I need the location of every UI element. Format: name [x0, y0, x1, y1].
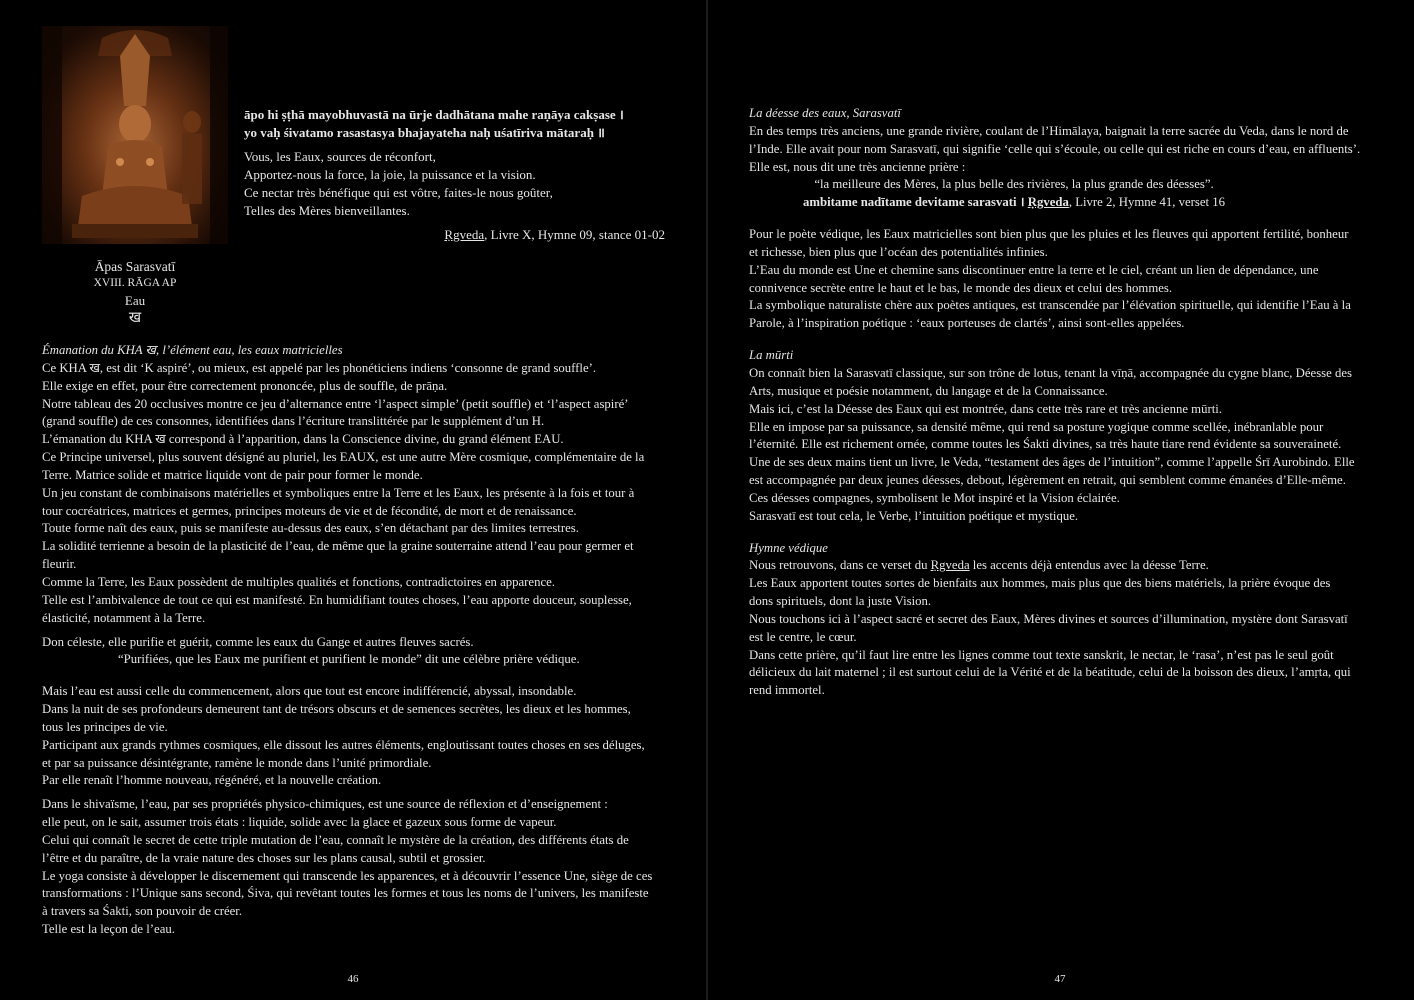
text-line: rend immortel. [749, 683, 825, 698]
citation-ref: Ṛgveda [1027, 195, 1069, 210]
text-line: Ce Principe universel, plus souvent désigné au pluriel, les EAUX, est une autre Mère cosmique, complémentaire de la [42, 450, 645, 465]
text-line: est le centre, le cœur. [749, 629, 857, 644]
text-line: transformations : l’Unique sans second, Śiva, qui revêtant toutes les formes et tous les noms de l’univers, les manifeste [42, 886, 649, 901]
text-line: et richesse, bien plus que l’océan des potentialités infinies. [749, 244, 1048, 259]
text-line: à travers sa Śakti, son pouvoir de créer. [42, 904, 243, 919]
sanskrit-line: āpo hi ṣṭhā mayobhuvastā na ūrje dadhātana mahe raṇāya cakṣase । [244, 107, 624, 122]
text-line: Dans cette prière, qu’il faut lire entre les lignes comme tout texte sanskrit, le nectar, le ‘rasa’, n’est pas le seul goût [749, 647, 1334, 662]
text-line: tous les principes de vie. [42, 719, 168, 734]
text-line: Dans le shivaïsme, l’eau, par ses propriétés physico-chimiques, est une source de réflexion et d’enseignement : [42, 797, 608, 812]
section-heading: Hymne védique [749, 540, 828, 555]
citation-ref: Ṛgveda [930, 558, 970, 573]
text-line: Notre tableau des 20 occlusives montre ce jeu d’alternance entre ‘l’aspect simple’ (petit souffle) et ‘l’aspect aspiré’ [42, 396, 629, 411]
text-line: dons spirituels, dont la juste Vision. [749, 594, 932, 609]
text-line: l’éternité. Elle est richement ornée, comme toutes les Śakti divines, sa très haute tiare rend évidente sa souveraineté. [749, 437, 1342, 452]
caption-raga: XVIII. RĀGA AP [93, 277, 177, 289]
text-line: Les Eaux apportent toutes sortes de bienfaits aux hommes, mais plus que des biens matériels, la prière évoque des [749, 576, 1331, 591]
sculpture-illustration [42, 26, 228, 244]
text-line: L’émanation du KHA ख correspond à l’apparition, dans la Conscience divine, du grand élément EAU. [42, 432, 564, 447]
translation-line: Apportez-nous la force, la joie, la puissance et la vision. [244, 167, 536, 182]
text-line: Parole, à l’inspiration poétique : ‘eaux porteuses de clartés’, ainsi sont-elles appelées. [749, 316, 1185, 331]
citation-ref: Ṛgveda [444, 227, 485, 242]
text-line: tour cocréatrices, matrices et germes, principes moteurs de vie et de fécondité, de mort et de renaissance. [42, 503, 577, 518]
text-line: Dans la nuit de ses profondeurs demeurent tant de trésors obscurs et de semences secrètes, les dieux et les hommes, [42, 702, 631, 717]
text-line: Ces déesses compagnes, symbolisent le Mot inspiré et la Vision éclairée. [749, 490, 1120, 505]
text-line: L’Eau du monde est Une et chemine sans discontinuer entre la terre et le ciel, créant un lien de dépendance, une [749, 262, 1319, 277]
page-number: 46 [347, 973, 359, 985]
right-page [707, 0, 1414, 1000]
text-line: Elle est, nous dit une très ancienne prière : [749, 159, 966, 174]
sanskrit-line: yo vaḥ śivatamo rasastasya bhajayateha naḥ uśatīriva mātaraḥ ॥ [244, 125, 605, 140]
text-line: Elle en impose par sa puissance, sa densité même, qui rend sa posture yogique comme scellée, inébranlable pour [749, 419, 1324, 434]
image-caption [42, 258, 228, 326]
translation-line: Ce nectar très bénéfique qui est vôtre, faites-le nous goûter, [244, 185, 553, 200]
right-body-text [749, 105, 1389, 700]
text-fragment: les accents déjà entendus avec la déesse Terre. [969, 558, 1209, 573]
caption-element: Eau [124, 293, 146, 308]
sanskrit-line: ambitame nadītame devitame sarasvati । [803, 195, 1025, 210]
text-line: Elle exige en effet, pour être correctement prononcée, plus de souffle, de prāṇa. [42, 378, 448, 393]
text-line: Toute forme naît des eaux, puis se manifeste au-dessus des eaux, s’en détachant par des limites terrestres. [42, 521, 579, 536]
text-line: Ce KHA ख, est dit ‘K aspiré’, ou mieux, est appelé par les phonéticiens indiens ‘consonne de grand souffle’. [42, 360, 597, 375]
section-heading: La déesse des eaux, Sarasvatī [749, 106, 901, 120]
section-heading: Émanation du KHA ख, l’élément eau, les eaux matricielles [42, 343, 343, 357]
text-line: Une de ses deux mains tient un livre, le Veda, “testament des âges de l’intuition”, comme l’appelle Śrī Aurobindo. Elle [749, 455, 1355, 470]
text-line: La symbolique naturaliste chère aux poètes antiques, est transcendée par l’élévation spirituelle, qui identifie l’Eau à la [749, 298, 1351, 313]
page-number: 47 [1054, 973, 1066, 985]
text-line: Sarasvatī est tout cela, le Verbe, l’intuition poétique et mystique. [749, 508, 1079, 523]
text-line: Mais l’eau est aussi celle du commencement, alors que tout est encore indifférencié, abyssal, insondable. [42, 684, 577, 699]
text-line: est accompagnée par deux jeunes déesses, debout, légèrement en retrait, qui semblent comme émanées d’Elle-même. [749, 473, 1346, 488]
translation-line: Telles des Mères bienveillantes. [244, 203, 410, 218]
caption-letter: ख [128, 308, 142, 326]
translation-line: Vous, les Eaux, sources de réconfort, [244, 149, 436, 164]
citation-rest: , Livre 2, Hymne 41, verset 16 [1068, 195, 1225, 210]
text-line: (grand souffle) de ces consonnes, identifiées dans l’écriture translittérée par le supplément d’un H. [42, 414, 545, 429]
section-heading: La mūrti [749, 348, 794, 363]
sanskrit-citation [749, 194, 1389, 212]
text-line: fleurir. [42, 557, 77, 572]
text-line: l’Inde. Elle avait pour nom Sarasvatī, qui signifie ‘celle qui s’écoule, ou celle qui est riche en cours d’eau, en affluents’. [749, 141, 1361, 156]
caption-title: Āpas Sarasvatī [94, 259, 176, 274]
text-line: elle peut, on le sait, assumer trois états : liquide, solide avec la glace et gazeux sous forme de vapeur. [42, 815, 557, 830]
verse-citation [244, 226, 665, 244]
text-line: Pour le poète védique, les Eaux matricielles sont bien plus que les pluies et les fleuves qui apportent fertilité, bonheur [749, 227, 1349, 242]
text-line: Don céleste, elle purifie et guérit, comme les eaux du Gange et autres fleuves sacrés. [42, 634, 474, 649]
text-line: Celui qui connaît le secret de cette triple mutation de l’eau, connaît le mystère de la création, des différents états de [42, 832, 629, 847]
text-line: On connaît bien la Sarasvatī classique, sur son trône de lotus, tenant la vīṇā, accompagnée du cygne blanc, Déesse des [749, 365, 1352, 380]
text-line: La solidité terrienne a besoin de la plasticité de l’eau, de même que la graine souterraine attend l’eau pour germer et [42, 539, 634, 554]
text-line: Telle est la leçon de l’eau. [42, 922, 175, 937]
text-line: Le yoga consiste à développer le discernement qui transcende les apparences, et à découvrir l’essence Une, siège de ces [42, 868, 653, 883]
verse-translation [244, 148, 674, 220]
text-line: Comme la Terre, les Eaux possèdent de multiples qualités et fonctions, contradictoires en apparence. [42, 574, 555, 589]
text-line: Mais ici, c’est la Déesse des Eaux qui est montrée, dans cette très rare et très ancienne mūrti. [749, 401, 1222, 416]
text-line: Nous touchons ici à l’aspect sacré et secret des Eaux, Mères divines et sources d’illumination, mystère dont Sarasvatī [749, 611, 1348, 626]
text-line: Telle est l’ambivalence de tout ce qui est manifesté. En humidifiant toutes choses, l’eau apporte douceur, souplesse, [42, 592, 632, 607]
sarasvati-sculpture-photo [42, 26, 228, 244]
text-line: connivence secrète entre le haut et le bas, le monde des dieux et celui des hommes. [749, 280, 1173, 295]
text-line [749, 557, 1389, 575]
text-line: élasticité, notamment à la Terre. [42, 610, 206, 625]
left-body-text [42, 342, 682, 939]
quote-line: “Purifiées, que les Eaux me purifient et purifient le monde” dit une célèbre prière védique. [118, 652, 580, 667]
text-line: Un jeu constant de combinaisons matérielles et symboliques entre la Terre et les Eaux, les présente à la fois et tour à [42, 485, 635, 500]
text-line: Arts, musique et poésie notamment, du langage et de la Connaissance. [749, 383, 1108, 398]
quote-line: “la meilleure des Mères, la plus belle des rivières, la plus grande des déesses”. [814, 177, 1214, 192]
text-line: Participant aux grands rythmes cosmiques, elle dissout les autres éléments, engloutissant toutes choses en ses déluges, [42, 737, 645, 752]
citation-rest: , Livre X, Hymne 09, stance 01-02 [484, 227, 665, 242]
text-line: En des temps très anciens, une grande rivière, coulant de l’Himālaya, baignait la terre sacrée du Veda, dans le nord de [749, 123, 1349, 138]
text-line: l’être et du paraître, de la vraie nature des choses sur les plans causal, subtil et grossier. [42, 850, 486, 865]
text-line: délicieux du lait maternel ; il est surtout celui de la Vérité et de la béatitude, celui de la boisson des dieux, l’amṛta, qui [749, 665, 1351, 680]
text-line: et par sa puissance désintégrante, ramène le monde dans l’unité primordiale. [42, 755, 432, 770]
text-line: Terre. Matrice solide et matrice liquide vont de pair pour former le monde. [42, 467, 423, 482]
text-fragment: Nous retrouvons, dans ce verset du [749, 558, 931, 573]
sanskrit-verse [244, 106, 674, 142]
text-line: Par elle renaît l’homme nouveau, régénéré, et la nouvelle création. [42, 773, 382, 788]
